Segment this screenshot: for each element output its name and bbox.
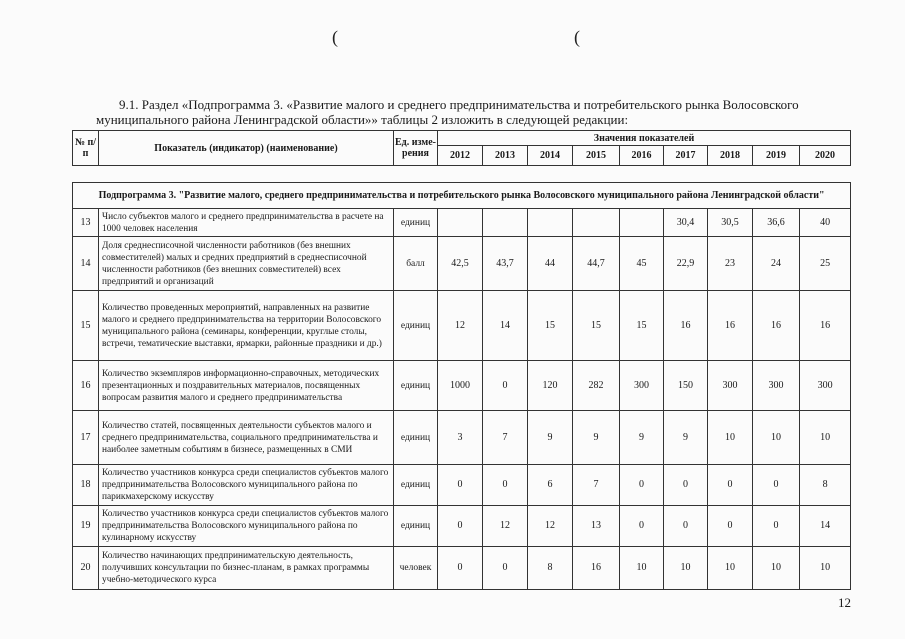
row-unit: единиц xyxy=(394,209,438,237)
row-value: 0 xyxy=(620,506,664,547)
row-value: 44 xyxy=(528,237,573,291)
row-value: 0 xyxy=(483,465,528,506)
row-value: 0 xyxy=(483,547,528,590)
header-year: 2012 xyxy=(438,146,483,166)
table-row xyxy=(73,506,851,547)
row-value: 10 xyxy=(620,547,664,590)
header-year: 2014 xyxy=(528,146,573,166)
row-unit: человек xyxy=(394,547,438,590)
header-year: 2018 xyxy=(708,146,753,166)
intro-line-1: 9.1. Раздел «Подпрограмма 3. «Развитие малого и среднего предпринимательства и потребительского рынка Волосовского xyxy=(119,97,799,112)
row-number: 14 xyxy=(73,237,99,291)
page-number: 12 xyxy=(838,595,851,610)
row-value: 10 xyxy=(753,547,800,590)
row-value xyxy=(573,209,620,237)
row-value: 15 xyxy=(528,291,573,361)
row-value: 16 xyxy=(800,291,851,361)
row-value: 42,5 xyxy=(438,237,483,291)
row-value: 8 xyxy=(528,547,573,590)
row-value: 12 xyxy=(528,506,573,547)
row-value: 43,7 xyxy=(483,237,528,291)
row-value: 150 xyxy=(664,361,708,411)
row-value: 0 xyxy=(708,506,753,547)
row-value: 0 xyxy=(620,465,664,506)
row-value: 1000 xyxy=(438,361,483,411)
row-value: 44,7 xyxy=(573,237,620,291)
header-year: 2020 xyxy=(800,146,851,166)
row-number: 15 xyxy=(73,291,99,361)
row-value: 23 xyxy=(708,237,753,291)
header-year: 2013 xyxy=(483,146,528,166)
row-value: 7 xyxy=(483,411,528,465)
row-value: 6 xyxy=(528,465,573,506)
row-unit: единиц xyxy=(394,506,438,547)
row-description: Количество экземпляров информационно-справочных, методических презентационных и поздравительных материалов, посвященных вопросам развития малого и среднего предпринимательства xyxy=(99,361,394,411)
row-value: 0 xyxy=(753,506,800,547)
row-number: 16 xyxy=(73,361,99,411)
row-value: 0 xyxy=(438,506,483,547)
row-value: 16 xyxy=(664,291,708,361)
header-number: № п/п xyxy=(73,131,99,166)
row-value: 30,4 xyxy=(664,209,708,237)
row-value: 10 xyxy=(664,547,708,590)
row-value: 0 xyxy=(438,465,483,506)
left-paren-mark: ( xyxy=(332,27,338,47)
row-value: 300 xyxy=(800,361,851,411)
row-description: Число субъектов малого и среднего предпринимательства в расчете на 1000 человек населения xyxy=(99,209,394,237)
row-value: 10 xyxy=(708,411,753,465)
row-number: 19 xyxy=(73,506,99,547)
row-value: 9 xyxy=(573,411,620,465)
row-value: 14 xyxy=(483,291,528,361)
header-indicator: Показатель (индикатор) (наименование) xyxy=(99,131,394,166)
row-value: 24 xyxy=(753,237,800,291)
row-value: 0 xyxy=(483,361,528,411)
intro-paragraph xyxy=(96,97,856,127)
row-value: 9 xyxy=(620,411,664,465)
table-row xyxy=(73,465,851,506)
row-value xyxy=(620,209,664,237)
row-value xyxy=(438,209,483,237)
row-value: 40 xyxy=(800,209,851,237)
header-unit: Ед. изме- рения xyxy=(394,131,438,166)
row-value: 300 xyxy=(753,361,800,411)
row-value: 12 xyxy=(438,291,483,361)
row-description: Количество участников конкурса среди специалистов субъектов малого предпринимательства Волосовского муниципального района по кулинарному искусству xyxy=(99,506,394,547)
row-description: Количество статей, посвященных деятельности субъектов малого и среднего предпринимательства, социального предпринимательства и наиболее заметным событиям в бизнесе, размещенных в СМИ xyxy=(99,411,394,465)
row-value: 12 xyxy=(483,506,528,547)
row-value: 15 xyxy=(573,291,620,361)
row-number: 17 xyxy=(73,411,99,465)
right-paren-mark: ( xyxy=(574,27,580,47)
row-value: 0 xyxy=(753,465,800,506)
row-unit: единиц xyxy=(394,465,438,506)
row-value: 300 xyxy=(708,361,753,411)
row-value: 16 xyxy=(753,291,800,361)
row-value: 0 xyxy=(664,506,708,547)
row-value xyxy=(483,209,528,237)
row-value: 282 xyxy=(573,361,620,411)
row-value: 13 xyxy=(573,506,620,547)
row-value: 10 xyxy=(708,547,753,590)
row-value: 7 xyxy=(573,465,620,506)
table-row xyxy=(73,237,851,291)
row-value: 300 xyxy=(620,361,664,411)
row-value: 45 xyxy=(620,237,664,291)
row-value: 0 xyxy=(664,465,708,506)
row-unit: балл xyxy=(394,237,438,291)
indicators-table xyxy=(72,182,851,590)
header-year: 2019 xyxy=(753,146,800,166)
row-number: 20 xyxy=(73,547,99,590)
row-value: 10 xyxy=(800,411,851,465)
row-unit: единиц xyxy=(394,291,438,361)
row-number: 13 xyxy=(73,209,99,237)
row-value: 22,9 xyxy=(664,237,708,291)
row-description: Доля среднесписочной численности работников (без внешних совместителей) малых и средних предприятий в среднесписочной численности работников (без внешних совместителей) всех предприятий и организаций xyxy=(99,237,394,291)
row-value: 3 xyxy=(438,411,483,465)
table-row xyxy=(73,291,851,361)
row-unit: единиц xyxy=(394,361,438,411)
header-year: 2017 xyxy=(664,146,708,166)
row-value: 30,5 xyxy=(708,209,753,237)
table-row xyxy=(73,547,851,590)
row-value: 9 xyxy=(664,411,708,465)
header-values-title: Значения показателей xyxy=(438,131,851,146)
row-value: 14 xyxy=(800,506,851,547)
row-value: 15 xyxy=(620,291,664,361)
header-year: 2015 xyxy=(573,146,620,166)
row-value: 120 xyxy=(528,361,573,411)
row-value: 8 xyxy=(800,465,851,506)
row-value: 10 xyxy=(800,547,851,590)
row-value: 10 xyxy=(753,411,800,465)
table-row xyxy=(73,361,851,411)
row-description: Количество начинающих предпринимательскую деятельность, получивших консультации по бизнес-планам, в рамках программы учебно-методического курса xyxy=(99,547,394,590)
row-description: Количество проведенных мероприятий, направленных на развитие малого и среднего предпринимательства на территории Волосовского муниципального района (семинары, конференции, круглые столы, встречи, тематические выставки, ярмарки, районные праздники и др.) xyxy=(99,291,394,361)
table-row xyxy=(73,411,851,465)
row-value: 36,6 xyxy=(753,209,800,237)
row-number: 18 xyxy=(73,465,99,506)
intro-line-2: муниципального района Ленинградской области»» таблицы 2 изложить в следующей редакции: xyxy=(96,112,629,127)
row-description: Количество участников конкурса среди специалистов субъектов малого предпринимательства Волосовского муниципального района по парикмахерскому искусству xyxy=(99,465,394,506)
row-value: 0 xyxy=(708,465,753,506)
row-value: 16 xyxy=(573,547,620,590)
row-value xyxy=(528,209,573,237)
header-year: 2016 xyxy=(620,146,664,166)
row-value: 0 xyxy=(438,547,483,590)
row-value: 25 xyxy=(800,237,851,291)
header-table xyxy=(72,130,851,166)
row-value: 9 xyxy=(528,411,573,465)
table-row xyxy=(73,209,851,237)
row-value: 16 xyxy=(708,291,753,361)
subprogram-title: Подпрограмма 3. "Развитие малого, среднего предпринимательства и потребительского рынка Волосовского муниципального района Ленинградской области" xyxy=(73,183,851,209)
row-unit: единиц xyxy=(394,411,438,465)
